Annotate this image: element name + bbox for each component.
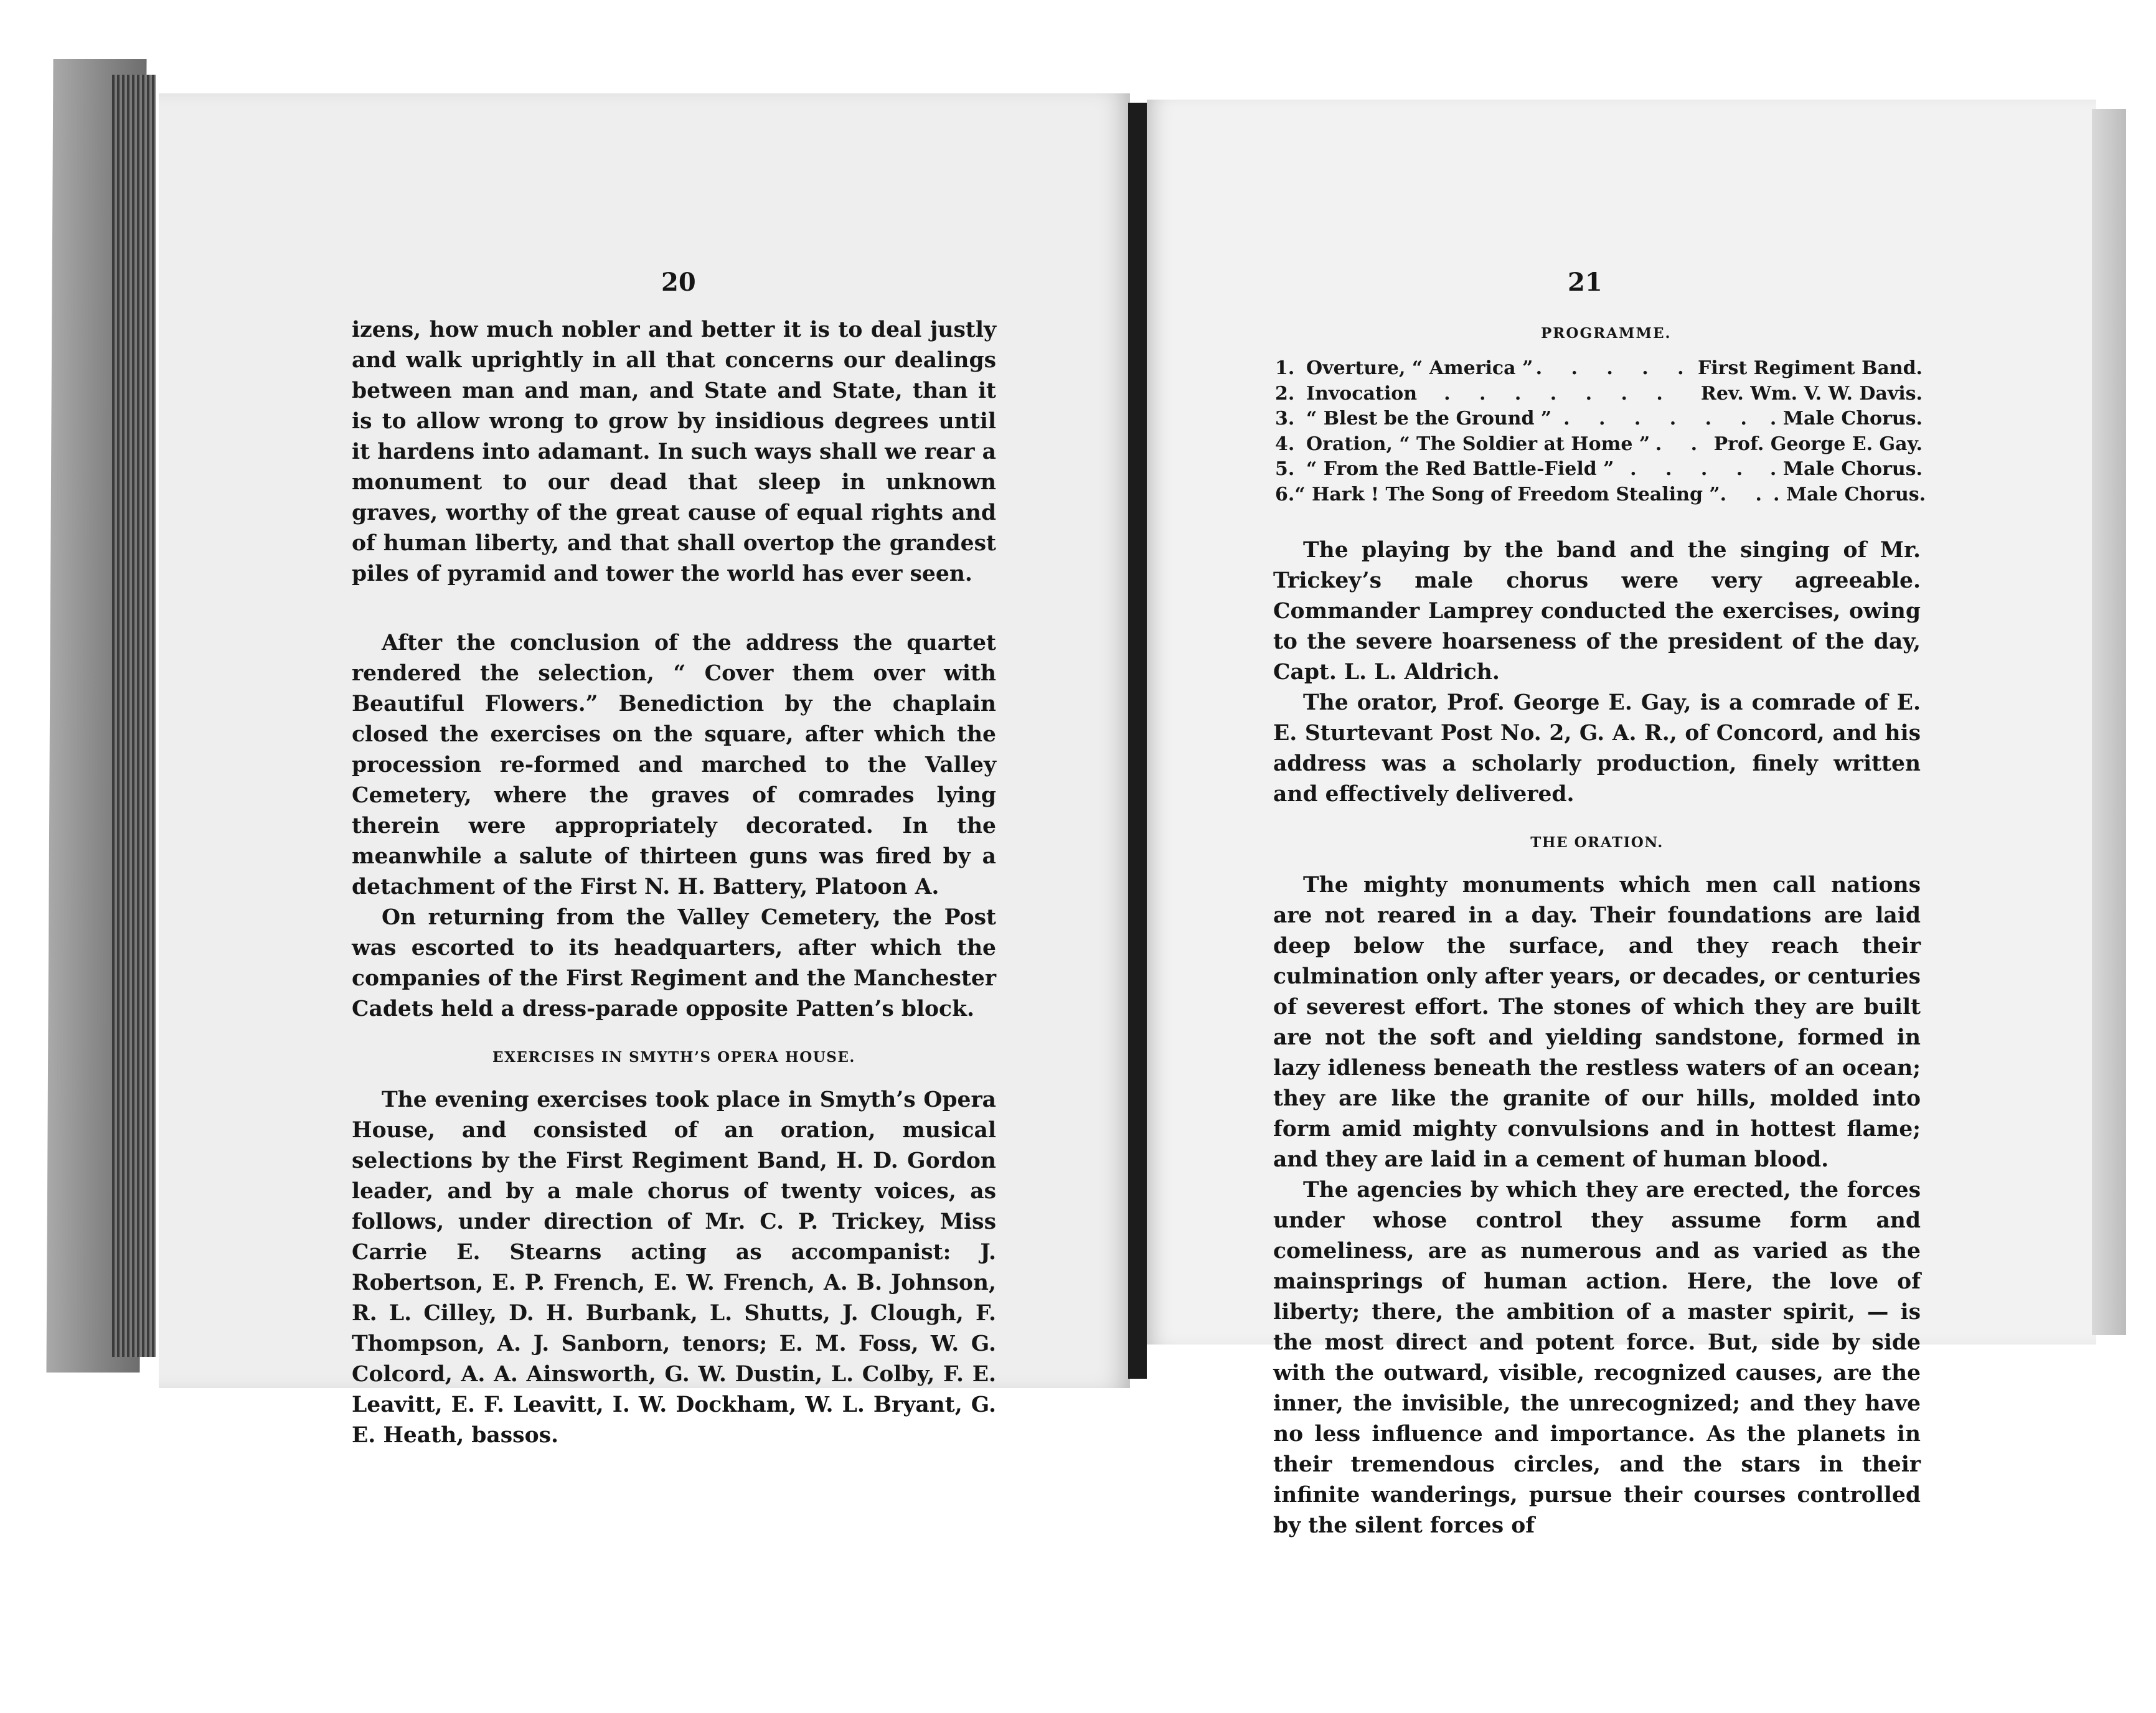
programme-title-text: Oration, “ The Soldier at Home ” [1306, 433, 1650, 455]
programme-num: 1. [1275, 357, 1295, 379]
oration-heading: THE ORATION. [1530, 834, 1664, 851]
opera-house-paragraph: The evening exercises took place in Smyth’s Opera House, and consisted of an oration, musical selections by the First Regiment Band, H. D. Gordon leader, and by a male chorus of twenty voices, as follows, under direction of Mr. C. P. Trickey, Miss Carrie E. Stearns acting as accompanist: J. Robertson, E. P. French, E. W. French, A. B. Johnson, R. L. Cilley, D. H. Burbank, L. Shutts, J. Clough, F. Thompson, A. J. Sanborn, tenors; E. M. Foss, W. G. Colcord, A. A. Ainsworth, G. W. Dustin, L. Colby, F. E. Leavitt, E. F. Leavitt, I. W. Dockham, W. L. Bryant, G. E. Heath, bassos. [352, 1087, 996, 1448]
oration-paragraph-2: The agencies by which they are erected, the forces under whose control they assume form and comeliness, are as numerous and as varied as the mainsprings of human action. Here, the love of liberty; there, the ambition of a master spirit, — is the most direct and potent force. But, side by side with the outward, visible, recognized causes, are the inner, the invisible, the unrecognized; and they have no less influence and importance. As the planets in their tremendous circles, and the stars in their infinite wanderings, pursue their courses controlled by the silent forces of [1273, 1178, 1921, 1538]
left-page-number: 20 [661, 268, 696, 297]
programme-num: 3. [1275, 408, 1295, 429]
right-paragraph-2: The orator, Prof. George E. Gay, is a comrade of E. E. Sturtevant Post No. 2, G. A. R., of Concord, and his address was a scholarly production, finely written and effectively delivered. [1273, 690, 1921, 807]
programme-title-text: Overture, “ America ” [1306, 357, 1533, 379]
programme-performer: . Male Chorus. [1769, 458, 1923, 480]
book-gutter [1128, 103, 1147, 1379]
right-page-body [1273, 535, 1921, 1541]
programme-title-text: “ Blest be the Ground ” [1306, 408, 1552, 429]
programme-list [1275, 356, 1926, 507]
programme-dots: . . . . [1630, 458, 1754, 480]
programme-title-text: Invocation [1306, 382, 1418, 405]
programme-dots: . . . . . [1535, 357, 1695, 379]
left-page-body [352, 315, 996, 1451]
programme-title-text: “ From the Red Battle-Field ” [1306, 458, 1614, 480]
left-paragraph-3: On returning from the Valley Cemetery, the Post was escorted to its headquarters, after which the companies of the First Regiment and the Manchester Cadets held a dress-parade opposite Patten’s block. [352, 905, 996, 1021]
programme-row [1275, 382, 1923, 407]
programme-row [1275, 482, 1926, 508]
right-page-edge [2092, 109, 2126, 1335]
programme-dots: . . . . . . . [1444, 382, 1674, 405]
programme-title-text: “ Hark ! The Song of Freedom Stealing ” [1294, 483, 1720, 505]
right-page-number: 21 [1568, 268, 1603, 297]
left-paragraph-2: After the conclusion of the address the quartet rendered the selection, “ Cover them over with Beautiful Flowers.” Benediction by the chaplain closed the exercises on the square, after which the procession re-formed and marched to the Valley Cemetery, where the graves of comrades lying therein were appropriately decorated. In the meanwhile a salute of thirteen guns was fired by a detachment of the First N. H. Battery, Platoon A. [352, 631, 996, 899]
left-paragraph-1: izens, how much nobler and better it is to deal justly and walk uprightly in all that concerns our dealings between man and man, and State and State, than it is to allow wrong to grow by insidious degrees until it hardens into adamant. In such ways shall we rear a monument to our dead that sleep in unknown graves, worthy of the great cause of equal rights and of human liberty, and that shall overtop the grandest piles of pyramid and tower the world has ever seen. [352, 317, 996, 586]
programme-row [1275, 406, 1923, 432]
programme-num: 2. [1275, 382, 1295, 405]
programme-dots: . . [1720, 483, 1773, 505]
programme-performer: . Male Chorus. [1769, 408, 1923, 429]
programme-num: 5. [1275, 458, 1295, 480]
oration-paragraph-1: The mighty monuments which men call nations are not reared in a day. Their foundations are laid deep below the surface, and they reach their culmination only after years, or decades, or centuries of severest effort. The stones of which they are built are not the soft and yielding sandstone, formed in lazy idleness beneath the restless waters of an ocean; they are like the granite of our hills, molded into form amid mighty convulsions and in hottest flame; and they are laid in a cement of human blood. [1273, 873, 1921, 1172]
page-stack-lines [112, 75, 156, 1357]
programme-row [1275, 356, 1923, 382]
programme-dots: . . [1655, 433, 1709, 455]
programme-performer: . Male Chorus. [1773, 483, 1926, 505]
opera-house-heading: EXERCISES IN SMYTH’S OPERA HOUSE. [492, 1049, 855, 1066]
programme-row [1275, 432, 1923, 458]
programme-performer: Rev. Wm. V. W. Davis. [1700, 382, 1923, 405]
programme-performer: Prof. George E. Gay. [1713, 433, 1923, 455]
right-paragraph-1: The playing by the band and the singing of Mr. Trickey’s male chorus were very agreeable. Commander Lamprey conducted the exercises, owing to the severe hoarseness of the president of the day, Capt. L. L. Aldrich. [1273, 538, 1921, 685]
programme-num: 6. [1275, 483, 1295, 505]
programme-num: 4. [1275, 433, 1295, 455]
programme-title: PROGRAMME. [1541, 325, 1672, 342]
programme-row [1275, 457, 1923, 482]
programme-dots: . . . . . . [1563, 408, 1758, 429]
programme-performer: First Regiment Band. [1697, 357, 1923, 379]
